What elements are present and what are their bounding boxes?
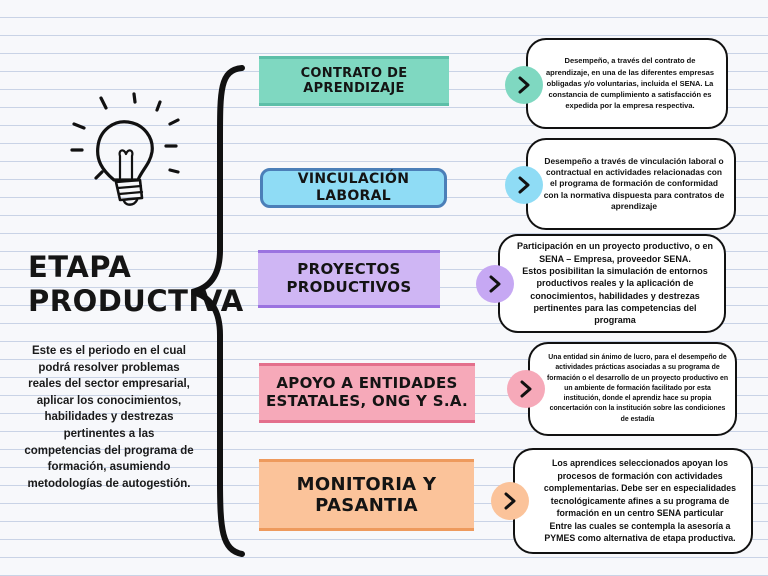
description-proyectos: Participación en un proyecto productivo, o en SENA – Empresa, proveedor SENA. Estos posibilitan la simulación de entornos productivos reales y la aplicación de conocimientos, habilidades y destrezas pertinentes para las competencias del programa [498,234,726,333]
description-monitoria: Los aprendices seleccionados apoyan los procesos de formación con actividades complementarias. Debe ser en especialidades tecnológicamente afines a su programa de formación en un centro SENA particular Entre las cuales se contempla la asesoría a PYMES como alternativa de etapa productiva. [513,448,753,554]
chevron-right-icon [491,482,529,520]
banner-contrato-aprendizaje: CONTRATO DE APRENDIZAJE [259,56,449,106]
description-vinculacion: Desempeño a través de vinculación laboral o contractual en actividades relacionadas con el programa de formación de conformidad con la normativa dispuesta para contratos de aprendizaje [526,138,736,230]
lightbulb-icon [62,88,192,218]
chevron-right-icon [505,66,543,104]
banner-apoyo-entidades: APOYO A ENTIDADES ESTATALES, ONG Y S.A. [259,363,475,423]
banner-vinculacion-laboral: VINCULACIÓN LABORAL [260,168,447,208]
description-apoyo: Una entidad sin ánimo de lucro, para el desempeño de actividades prácticas asociadas a su programa de formación o el desarrollo de un proyecto productivo en un ambiente de formación facilitado por esta institución, donde el aprendiz hace su propia concertación con la institución sobre las condiciones de estadía [528,342,737,436]
description-contrato: Desempeño, a través del contrato de aprendizaje, en una de las diferentes empresas obligadas y/o voluntarias, incluida el SENA. La constancia de cumplimiento a satisfacción es expedida por la empresa respectiva. [526,38,728,129]
banner-monitoria-pasantia: MONITORIA Y PASANTIA [259,459,474,531]
chevron-right-icon [507,370,545,408]
intro-text: Este es el periodo en el cual podrá resolver problemas reales del sector empresarial, aplicar los conocimientos, habilidades y destrezas pertinentes a las competencias del programa de formación, asumiendo metodologías de autogestión. [24,345,194,490]
curly-brace [180,60,250,560]
banner-proyectos-productivos: PROYECTOS PRODUCTIVOS [258,250,440,308]
page-title: ETAPA PRODUCTIVA [28,250,244,318]
chevron-right-icon [476,265,514,303]
chevron-right-icon [505,166,543,204]
